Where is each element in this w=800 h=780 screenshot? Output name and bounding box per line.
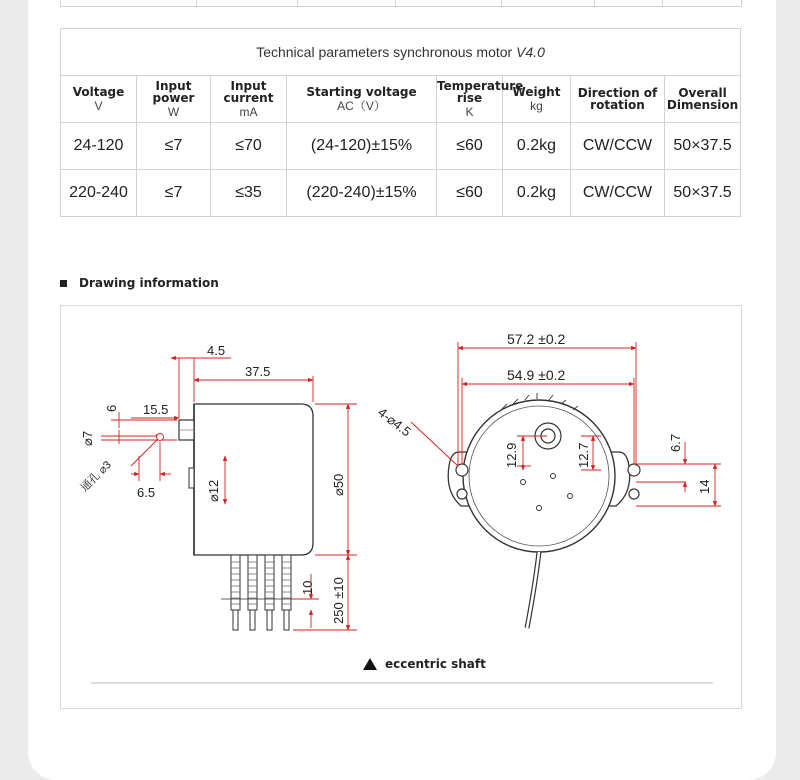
caption-version: V4.0 xyxy=(516,44,545,60)
dim-7: ⌀7 xyxy=(80,430,95,446)
table-row xyxy=(61,170,741,217)
dim-12: ⌀12 xyxy=(206,479,221,502)
section-title: Drawing information xyxy=(79,276,219,290)
table-header-row xyxy=(61,76,741,123)
table-cell: CW/CCW xyxy=(571,170,665,217)
side-view xyxy=(77,343,357,630)
dim-57-2: 57.2 ±0.2 xyxy=(507,331,566,347)
table-cell: ≤60 xyxy=(437,170,503,217)
table-cell: ≤7 xyxy=(137,170,211,217)
table-cell: ≤35 xyxy=(211,170,287,217)
parameter-table xyxy=(60,28,741,217)
header-cell: Weight kg xyxy=(503,76,571,123)
dim-50: ⌀50 xyxy=(331,473,346,496)
drawing-note xyxy=(363,657,486,671)
table-cell: 0.2kg xyxy=(503,170,571,217)
section-heading xyxy=(60,276,219,290)
table-cell: 220-240 xyxy=(61,170,137,217)
triangle-icon xyxy=(363,658,377,670)
previous-table-edge xyxy=(60,0,742,7)
table-cell: CW/CCW xyxy=(571,123,665,170)
table-cell: ≤60 xyxy=(437,123,503,170)
table-cell: ≤7 xyxy=(137,123,211,170)
table-cell: 50×37.5 xyxy=(665,123,741,170)
dim-250: 250 ±10 xyxy=(331,577,346,624)
dim-10: 10 xyxy=(300,580,315,595)
dim-4-5: 4.5 xyxy=(207,343,226,358)
header-cell: Input power W xyxy=(137,76,211,123)
front-view xyxy=(375,331,721,628)
header-cell: Input current mA xyxy=(211,76,287,123)
dim-12-9: 12.9 xyxy=(504,442,519,468)
table-cell: ≤70 xyxy=(211,123,287,170)
technical-drawing xyxy=(60,305,742,709)
dim-14: 14 xyxy=(697,479,712,494)
header-cell: Direction of rotation xyxy=(571,76,665,123)
dim-37-5: 37.5 xyxy=(245,364,271,379)
dim-6-7: 6.7 xyxy=(668,433,683,452)
header-cell: Starting voltage AC（V） xyxy=(287,76,437,123)
caption-text: Technical parameters synchronous motor xyxy=(256,44,517,60)
dim-12-7: 12.7 xyxy=(576,442,591,468)
dim-54-9: 54.9 ±0.2 xyxy=(507,367,566,383)
table-cell: 24-120 xyxy=(61,123,137,170)
dim-15-5: 15.5 xyxy=(143,402,169,417)
header-cell: Voltage V xyxy=(61,76,137,123)
table-cell: 0.2kg xyxy=(503,123,571,170)
dim-6: 6 xyxy=(104,404,119,412)
square-bullet-icon xyxy=(60,280,67,287)
header-cell: Temperature rise K xyxy=(437,76,503,123)
table-row xyxy=(61,123,741,170)
dim-holes: 4-⌀4.5 xyxy=(375,404,414,440)
note-text: eccentric shaft xyxy=(385,657,486,671)
dim-hole: 通孔 ⌀3 xyxy=(78,458,114,495)
header-cell: Overall Dimension xyxy=(665,76,741,123)
table-cell: 50×37.5 xyxy=(665,170,741,217)
table-cell: (220-240)±15% xyxy=(287,170,437,217)
table-cell: (24-120)±15% xyxy=(287,123,437,170)
table-caption xyxy=(61,29,741,76)
dim-6-5: 6.5 xyxy=(137,485,156,500)
